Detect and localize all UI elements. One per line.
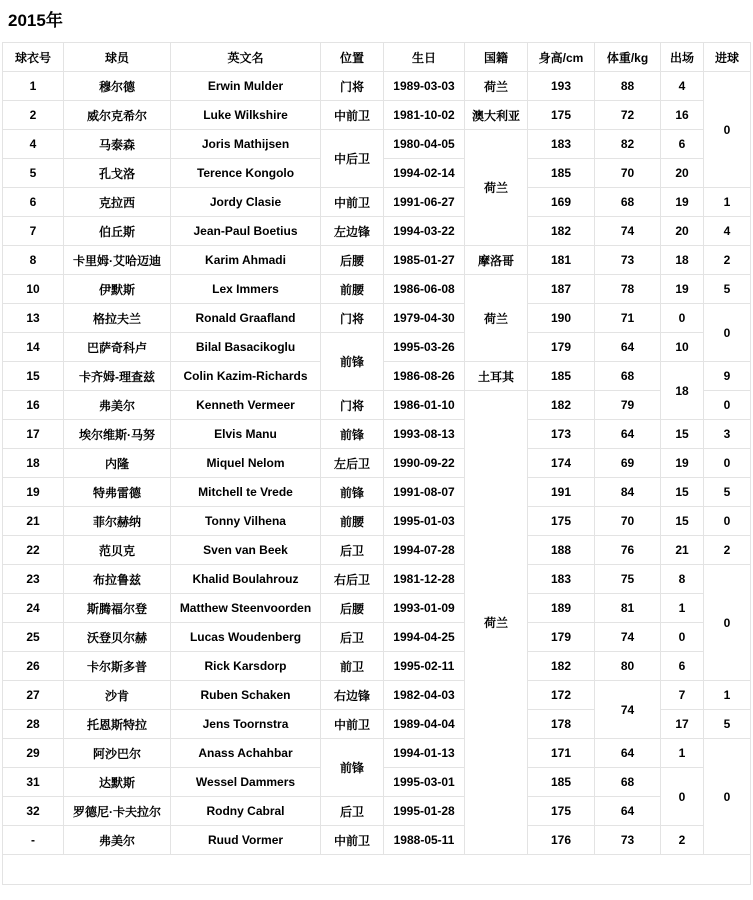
cell: 17 <box>661 710 704 739</box>
table-row <box>3 507 751 536</box>
cell: 1993-08-13 <box>384 420 465 449</box>
cell: 190 <box>528 304 595 333</box>
column-header: 出场 <box>661 43 704 72</box>
cell: 1985-01-27 <box>384 246 465 275</box>
cell: 82 <box>595 130 661 159</box>
cell: 68 <box>595 362 661 391</box>
cell: 16 <box>661 101 704 130</box>
cell: 174 <box>528 449 595 478</box>
cell: 左后卫 <box>321 449 384 478</box>
cell: 172 <box>528 681 595 710</box>
cell: 175 <box>528 797 595 826</box>
cell: 73 <box>595 826 661 855</box>
cell: Lucas Woudenberg <box>171 623 321 652</box>
cell: 14 <box>3 333 64 362</box>
cell: Mitchell te Vrede <box>171 478 321 507</box>
cell: 1993-01-09 <box>384 594 465 623</box>
table-row <box>3 217 751 246</box>
cell: 荷兰 <box>465 72 528 101</box>
cell: 181 <box>528 246 595 275</box>
cell: 布拉鲁兹 <box>64 565 171 594</box>
cell: 内隆 <box>64 449 171 478</box>
cell: 马泰森 <box>64 130 171 159</box>
cell: 18 <box>661 362 704 420</box>
cell: 澳大利亚 <box>465 101 528 130</box>
cell: 23 <box>3 565 64 594</box>
table-body <box>3 72 751 885</box>
cell: 阿沙巴尔 <box>64 739 171 768</box>
cell: 后卫 <box>321 623 384 652</box>
cell: Matthew Steenvoorden <box>171 594 321 623</box>
cell: 1995-02-11 <box>384 652 465 681</box>
cell: 20 <box>661 217 704 246</box>
cell: 0 <box>661 304 704 333</box>
cell: Lex Immers <box>171 275 321 304</box>
table-row <box>3 826 751 855</box>
cell: 前腰 <box>321 507 384 536</box>
cell: 1982-04-03 <box>384 681 465 710</box>
cell: 后腰 <box>321 594 384 623</box>
header-row <box>3 43 751 72</box>
cell: 罗德尼·卡夫拉尔 <box>64 797 171 826</box>
cell: 1991-08-07 <box>384 478 465 507</box>
cell: 25 <box>3 623 64 652</box>
cell: 1 <box>704 681 751 710</box>
cell: 右边锋 <box>321 681 384 710</box>
cell: 29 <box>3 739 64 768</box>
cell: 特弗雷德 <box>64 478 171 507</box>
cell: 169 <box>528 188 595 217</box>
cell: 15 <box>661 478 704 507</box>
cell: 31 <box>3 768 64 797</box>
cell: 1994-04-25 <box>384 623 465 652</box>
cell: 3 <box>704 420 751 449</box>
cell: 185 <box>528 768 595 797</box>
cell: 64 <box>595 739 661 768</box>
cell: 175 <box>528 101 595 130</box>
cell: 179 <box>528 623 595 652</box>
cell: 5 <box>704 710 751 739</box>
cell: 1981-12-28 <box>384 565 465 594</box>
table-row <box>3 739 751 768</box>
cell: 78 <box>595 275 661 304</box>
cell: 5 <box>704 478 751 507</box>
cell: 0 <box>661 768 704 826</box>
cell: 1 <box>661 594 704 623</box>
cell: - <box>3 826 64 855</box>
cell: Anass Achahbar <box>171 739 321 768</box>
cell: 185 <box>528 159 595 188</box>
cell: Erwin Mulder <box>171 72 321 101</box>
cell: 69 <box>595 449 661 478</box>
cell: 1989-04-04 <box>384 710 465 739</box>
cell: 1981-10-02 <box>384 101 465 130</box>
table-row <box>3 420 751 449</box>
cell: 182 <box>528 391 595 420</box>
cell: 1995-03-26 <box>384 333 465 362</box>
cell: 荷兰 <box>465 130 528 246</box>
cell: 1994-03-22 <box>384 217 465 246</box>
cell: 1980-04-05 <box>384 130 465 159</box>
cell: 73 <box>595 246 661 275</box>
cell: 达默斯 <box>64 768 171 797</box>
cell: 1986-06-08 <box>384 275 465 304</box>
cell: 27 <box>3 681 64 710</box>
cell: 72 <box>595 101 661 130</box>
cell: 弗美尔 <box>64 391 171 420</box>
cell: 9 <box>704 362 751 391</box>
cell: 5 <box>704 275 751 304</box>
cell: 6 <box>661 652 704 681</box>
page-title: 2015年 <box>8 11 63 30</box>
cell: 荷兰 <box>465 275 528 362</box>
cell: Joris Mathijsen <box>171 130 321 159</box>
cell: 70 <box>595 507 661 536</box>
cell: Karim Ahmadi <box>171 246 321 275</box>
cell: 19 <box>3 478 64 507</box>
cell: 4 <box>661 72 704 101</box>
cell: 中后卫 <box>321 130 384 188</box>
cell: Ruud Vormer <box>171 826 321 855</box>
cell: 81 <box>595 594 661 623</box>
cell: 1 <box>3 72 64 101</box>
table-row <box>3 594 751 623</box>
cell: 187 <box>528 275 595 304</box>
column-header: 体重/kg <box>595 43 661 72</box>
cell: 2 <box>704 536 751 565</box>
cell: 182 <box>528 652 595 681</box>
cell: 0 <box>704 565 751 681</box>
cell: 前锋 <box>321 333 384 391</box>
cell: 2 <box>661 826 704 855</box>
cell: 弗美尔 <box>64 826 171 855</box>
table-row <box>3 652 751 681</box>
cell: 0 <box>704 304 751 362</box>
cell: 173 <box>528 420 595 449</box>
cell: 70 <box>595 159 661 188</box>
empty-footer-cell <box>3 855 751 885</box>
table-row <box>3 333 751 362</box>
cell: 15 <box>661 420 704 449</box>
cell: 左边锋 <box>321 217 384 246</box>
cell: Elvis Manu <box>171 420 321 449</box>
cell: 1994-02-14 <box>384 159 465 188</box>
cell: 前锋 <box>321 420 384 449</box>
table-footer-empty-row <box>3 855 751 885</box>
cell: 斯腾福尔登 <box>64 594 171 623</box>
cell: Luke Wilkshire <box>171 101 321 130</box>
cell: 6 <box>3 188 64 217</box>
cell: 74 <box>595 681 661 739</box>
cell: Bilal Basacikoglu <box>171 333 321 362</box>
cell: 伯丘斯 <box>64 217 171 246</box>
cell: 格拉夫兰 <box>64 304 171 333</box>
cell: 7 <box>661 681 704 710</box>
table-row <box>3 797 751 826</box>
cell: 21 <box>661 536 704 565</box>
cell: Rodny Cabral <box>171 797 321 826</box>
cell: Kenneth Vermeer <box>171 391 321 420</box>
cell: Sven van Beek <box>171 536 321 565</box>
cell: 32 <box>3 797 64 826</box>
column-header: 身高/cm <box>528 43 595 72</box>
cell: 13 <box>3 304 64 333</box>
cell: 前腰 <box>321 275 384 304</box>
cell: 4 <box>704 217 751 246</box>
cell: 16 <box>3 391 64 420</box>
table-row <box>3 275 751 304</box>
cell: 前锋 <box>321 739 384 797</box>
cell: 185 <box>528 362 595 391</box>
cell: 21 <box>3 507 64 536</box>
cell: Terence Kongolo <box>171 159 321 188</box>
column-header: 位置 <box>321 43 384 72</box>
cell: 20 <box>661 159 704 188</box>
cell: 1989-03-03 <box>384 72 465 101</box>
cell: Colin Kazim-Richards <box>171 362 321 391</box>
cell: 前卫 <box>321 652 384 681</box>
cell: 0 <box>661 623 704 652</box>
cell: Wessel Dammers <box>171 768 321 797</box>
cell: 74 <box>595 217 661 246</box>
cell: Ronald Graafland <box>171 304 321 333</box>
cell: 后卫 <box>321 536 384 565</box>
cell: 79 <box>595 391 661 420</box>
cell: 1 <box>661 739 704 768</box>
cell: 伊默斯 <box>64 275 171 304</box>
cell: 26 <box>3 652 64 681</box>
cell: 4 <box>3 130 64 159</box>
cell: 卡尔斯多普 <box>64 652 171 681</box>
cell: 64 <box>595 420 661 449</box>
column-header: 国籍 <box>465 43 528 72</box>
cell: 前锋 <box>321 478 384 507</box>
cell: 1986-01-10 <box>384 391 465 420</box>
cell: 5 <box>3 159 64 188</box>
cell: 中前卫 <box>321 101 384 130</box>
cell: 0 <box>704 391 751 420</box>
cell: 179 <box>528 333 595 362</box>
table-row <box>3 304 751 333</box>
cell: Ruben Schaken <box>171 681 321 710</box>
column-header: 球衣号 <box>3 43 64 72</box>
cell: 卡里姆·艾哈迈迪 <box>64 246 171 275</box>
cell: 1 <box>704 188 751 217</box>
cell: 28 <box>3 710 64 739</box>
cell: 巴萨奇科卢 <box>64 333 171 362</box>
cell: 沃登贝尔赫 <box>64 623 171 652</box>
cell: 19 <box>661 275 704 304</box>
cell: 7 <box>3 217 64 246</box>
column-header: 英文名 <box>171 43 321 72</box>
cell: 0 <box>704 72 751 188</box>
table-row <box>3 246 751 275</box>
cell: 18 <box>661 246 704 275</box>
table-row <box>3 565 751 594</box>
cell: 1979-04-30 <box>384 304 465 333</box>
cell: 80 <box>595 652 661 681</box>
cell: 穆尔德 <box>64 72 171 101</box>
cell: 克拉西 <box>64 188 171 217</box>
cell: 菲尔赫纳 <box>64 507 171 536</box>
cell: 183 <box>528 565 595 594</box>
cell: 埃尔维斯·马努 <box>64 420 171 449</box>
cell: 17 <box>3 420 64 449</box>
cell: 64 <box>595 333 661 362</box>
table-row <box>3 130 751 159</box>
cell: Miquel Nelom <box>171 449 321 478</box>
cell: 183 <box>528 130 595 159</box>
cell: 10 <box>3 275 64 304</box>
cell: 68 <box>595 768 661 797</box>
cell: 8 <box>661 565 704 594</box>
cell: 22 <box>3 536 64 565</box>
cell: 64 <box>595 797 661 826</box>
column-header: 进球 <box>704 43 751 72</box>
cell: 0 <box>704 739 751 855</box>
cell: 188 <box>528 536 595 565</box>
cell: 88 <box>595 72 661 101</box>
cell: 荷兰 <box>465 391 528 855</box>
cell: 6 <box>661 130 704 159</box>
table-row <box>3 72 751 101</box>
cell: 18 <box>3 449 64 478</box>
cell: 中前卫 <box>321 826 384 855</box>
cell: 24 <box>3 594 64 623</box>
cell: 182 <box>528 217 595 246</box>
table-row <box>3 188 751 217</box>
cell: 8 <box>3 246 64 275</box>
column-header: 生日 <box>384 43 465 72</box>
cell: 84 <box>595 478 661 507</box>
cell: 0 <box>704 449 751 478</box>
cell: 卡齐姆-理查兹 <box>64 362 171 391</box>
table-row <box>3 449 751 478</box>
cell: 0 <box>704 507 751 536</box>
cell: 1994-01-13 <box>384 739 465 768</box>
cell: 范贝克 <box>64 536 171 565</box>
cell: Jens Toornstra <box>171 710 321 739</box>
cell: 171 <box>528 739 595 768</box>
cell: 76 <box>595 536 661 565</box>
cell: 19 <box>661 188 704 217</box>
table-row <box>3 536 751 565</box>
cell: 68 <box>595 188 661 217</box>
cell: 2 <box>3 101 64 130</box>
cell: 193 <box>528 72 595 101</box>
cell: 175 <box>528 507 595 536</box>
table-head <box>3 43 751 72</box>
table-row <box>3 681 751 710</box>
cell: 1988-05-11 <box>384 826 465 855</box>
cell: Jean-Paul Boetius <box>171 217 321 246</box>
cell: 10 <box>661 333 704 362</box>
cell: 沙肯 <box>64 681 171 710</box>
cell: 右后卫 <box>321 565 384 594</box>
column-header: 球员 <box>64 43 171 72</box>
cell: 178 <box>528 710 595 739</box>
cell: 15 <box>3 362 64 391</box>
cell: 71 <box>595 304 661 333</box>
cell: 191 <box>528 478 595 507</box>
cell: 门将 <box>321 391 384 420</box>
cell: 1991-06-27 <box>384 188 465 217</box>
cell: 74 <box>595 623 661 652</box>
cell: 后腰 <box>321 246 384 275</box>
cell: 门将 <box>321 304 384 333</box>
cell: 1995-01-28 <box>384 797 465 826</box>
cell: 1994-07-28 <box>384 536 465 565</box>
cell: 189 <box>528 594 595 623</box>
cell: Tonny Vilhena <box>171 507 321 536</box>
cell: Jordy Clasie <box>171 188 321 217</box>
cell: 1995-03-01 <box>384 768 465 797</box>
table-row <box>3 391 751 420</box>
squad-table <box>2 42 751 885</box>
cell: 中前卫 <box>321 188 384 217</box>
cell: 2 <box>704 246 751 275</box>
cell: 门将 <box>321 72 384 101</box>
cell: 176 <box>528 826 595 855</box>
cell: 威尔克希尔 <box>64 101 171 130</box>
cell: 75 <box>595 565 661 594</box>
cell: 19 <box>661 449 704 478</box>
cell: 15 <box>661 507 704 536</box>
cell: 1986-08-26 <box>384 362 465 391</box>
cell: 1995-01-03 <box>384 507 465 536</box>
table-row <box>3 623 751 652</box>
table-row <box>3 478 751 507</box>
cell: 1990-09-22 <box>384 449 465 478</box>
cell: 后卫 <box>321 797 384 826</box>
cell: Khalid Boulahrouz <box>171 565 321 594</box>
cell: 土耳其 <box>465 362 528 391</box>
table-row <box>3 101 751 130</box>
cell: 摩洛哥 <box>465 246 528 275</box>
cell: 托恩斯特拉 <box>64 710 171 739</box>
cell: 中前卫 <box>321 710 384 739</box>
cell: Rick Karsdorp <box>171 652 321 681</box>
cell: 孔戈洛 <box>64 159 171 188</box>
